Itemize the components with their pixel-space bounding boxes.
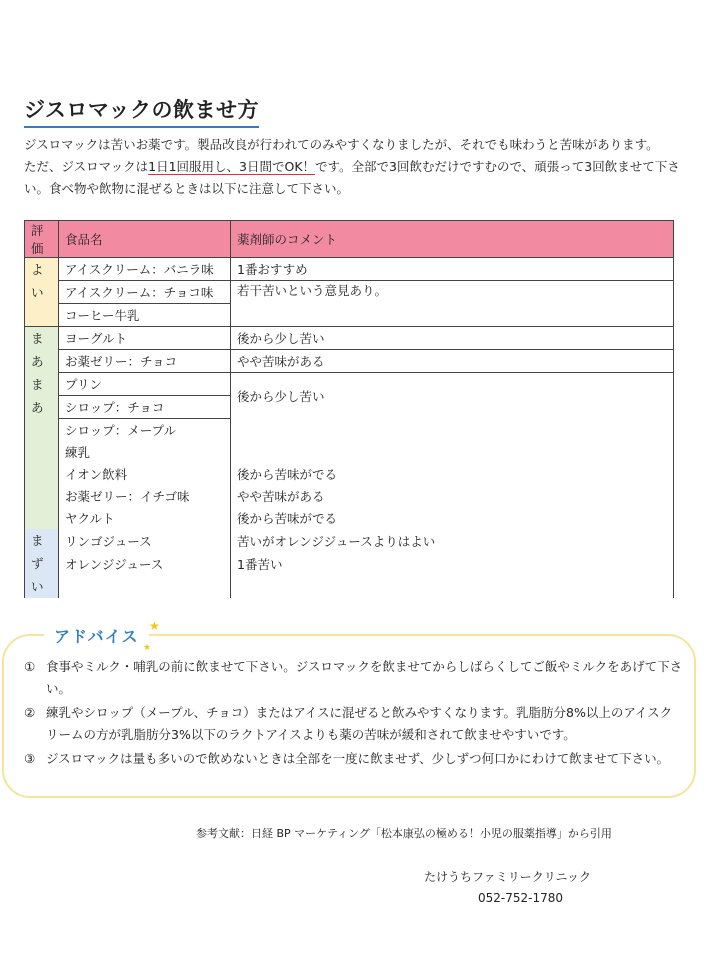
rating-bad-label: まずい bbox=[31, 533, 44, 594]
comment-empty bbox=[231, 419, 674, 442]
header-food: 食品名 bbox=[59, 221, 231, 258]
table-row bbox=[25, 373, 674, 396]
table-row bbox=[25, 258, 674, 281]
comment: 1番苦い bbox=[231, 552, 674, 575]
header-comment: 薬剤師のコメント bbox=[231, 221, 674, 258]
intro-line-2-start: ただ、ジスロマックは bbox=[24, 159, 149, 174]
food-item: お薬ゼリー：イチゴ味 bbox=[59, 485, 231, 507]
star-icon: ★ bbox=[149, 619, 160, 633]
comment: 後から苦味がでる bbox=[231, 507, 674, 529]
table-row bbox=[25, 552, 674, 575]
star-icon: ★ bbox=[143, 643, 152, 653]
advice-text: 練乳やシロップ（メープル、チョコ）またはアイスに混ぜると飲みやすくなります。乳脂肪分8%以上のアイスクリームの方が乳脂肪分3%以下のラクトアイスよりも薬の苦味が緩和されて飲ませやすいです。 bbox=[46, 705, 673, 742]
food-item: ヨーグルト bbox=[59, 327, 231, 350]
advice-box bbox=[2, 619, 696, 798]
advice-item bbox=[24, 656, 684, 700]
table-row bbox=[25, 529, 674, 552]
table-row bbox=[25, 419, 674, 442]
table-row bbox=[25, 441, 674, 463]
clinic-name: たけうちファミリークリニック bbox=[424, 870, 592, 884]
intro-line-1: ジスロマックは苦いお薬です。製品改良が行われてのみやすくなりましたが、それでも味わうと苦味があります。 bbox=[24, 137, 659, 152]
reference-note: 参考文献：日経 BP マーケティング「松本康弘の極める！小児の服薬指導」から引用 bbox=[196, 827, 612, 840]
comment-empty bbox=[231, 441, 674, 463]
food-item: オレンジジュース bbox=[59, 552, 231, 575]
comment: やや苦味がある bbox=[231, 485, 674, 507]
comment: やや苦味がある bbox=[231, 350, 674, 373]
clinic-phone: 052-752-1780 bbox=[478, 891, 564, 905]
food-item: コーヒー牛乳 bbox=[59, 304, 231, 327]
food-item: アイスクリーム：チョコ味 bbox=[59, 281, 231, 304]
rating-good-label: よい bbox=[31, 262, 44, 300]
intro-line-2-end: です。全部で3回飲むだけですむので、頑張って3回飲ませて下さい。食べ物や飲物に混ぜるときは以下に注意して下さい。 bbox=[24, 159, 680, 196]
rating-good bbox=[25, 258, 59, 327]
table-row bbox=[25, 281, 674, 304]
comment: 苦いがオレンジジュースよりはよい bbox=[231, 529, 674, 552]
advice-list bbox=[24, 656, 684, 772]
intro-highlight: 1日1回服用し、3日間でOK！ bbox=[148, 159, 316, 174]
advice-item bbox=[24, 748, 684, 770]
advice-number: ③ bbox=[24, 751, 36, 766]
table-row bbox=[25, 485, 674, 507]
advice-text: 食事やミルク・哺乳の前に飲ませて下さい。ジスロマックを飲ませてからしばらくしてご飯やミルクをあげて下さい。 bbox=[46, 659, 683, 696]
rating-ok bbox=[25, 327, 59, 530]
food-item: プリン bbox=[59, 373, 231, 396]
comment: 後から苦味がでる bbox=[231, 463, 674, 485]
food-item: イオン飲料 bbox=[59, 463, 231, 485]
food-item: お薬ゼリー：チョコ bbox=[59, 350, 231, 373]
food-item-empty bbox=[59, 575, 231, 598]
page-title: ジスロマックの飲ませ方 bbox=[24, 94, 259, 128]
rating-bad bbox=[25, 529, 59, 598]
table-row bbox=[25, 575, 674, 598]
header-rating: 評価 bbox=[25, 221, 59, 258]
food-item: シロップ：メープル bbox=[59, 419, 231, 442]
food-table bbox=[24, 220, 674, 598]
food-item: 練乳 bbox=[59, 441, 231, 463]
table-row bbox=[25, 350, 674, 373]
comment: 後から少し苦い bbox=[231, 327, 674, 350]
food-item: アイスクリーム：バニラ味 bbox=[59, 258, 231, 281]
table-row bbox=[25, 463, 674, 485]
comment: 後から少し苦い bbox=[231, 373, 674, 419]
advice-title: アドバイス bbox=[44, 624, 149, 647]
advice-text: ジスロマックは量も多いので飲めないときは全部を一度に飲ませず、少しずつ何口かにわけて飲ませて下さい。 bbox=[46, 751, 670, 766]
table-row bbox=[25, 327, 674, 350]
table-header-row bbox=[25, 221, 674, 258]
intro-text bbox=[24, 134, 684, 200]
food-item: シロップ：チョコ bbox=[59, 396, 231, 419]
food-item: ヤクルト bbox=[59, 507, 231, 529]
advice-number: ① bbox=[24, 659, 36, 674]
food-item: リンゴジュース bbox=[59, 529, 231, 552]
advice-number: ② bbox=[24, 705, 36, 720]
comment: 若干苦いという意見あり。 bbox=[231, 281, 674, 327]
intro-line-2 bbox=[24, 156, 684, 200]
advice-item bbox=[24, 702, 684, 746]
comment-empty bbox=[231, 575, 674, 598]
comment: 1番おすすめ bbox=[231, 258, 674, 281]
table-row bbox=[25, 507, 674, 529]
rating-ok-label: まあまあ bbox=[31, 331, 44, 415]
